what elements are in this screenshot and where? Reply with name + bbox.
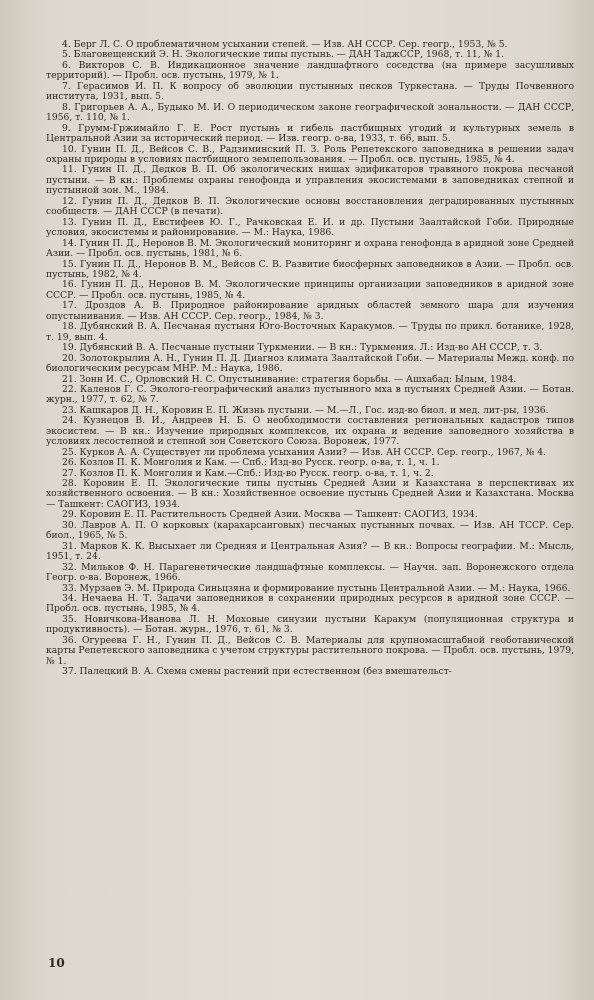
reference-entry: 37. Палецкий В. А. Схема смены растений при естественном (без вмешательст- [62,666,452,678]
reference-entry: 20. Золотокрылин А. Н., Гунин П. Д. Диагноз климата Заалтайской Гоби. — Материалы Межд. конф. по биологическим ресурсам МНР. М.: Наука, 1986. [46,352,574,375]
reference-entry: 13. Гунин П. Д., Евстифеев Ю. Г., Рачковская Е. И. и др. Пустыни Заалтайской Гоби. Природные условия, экосистемы и районирование. — М.: Наука, 1986. [46,216,574,239]
reference-entry: 27. Козлов П. К. Монголия и Кам.—Спб.: Изд-во Русск. геогр. о-ва, т. 1, ч. 2. [62,467,434,479]
reference-entry: 34. Нечаева Н. Т. Задачи заповедников в сохранении природных ресурсов в аридной зоне СССР. — Пробл. осв. пустынь, 1985, № 4. [46,593,574,615]
reference-entry: 18. Дубянский В. А. Песчаная пустыня Юго-Восточных Каракумов. — Труды по прикл. ботанике, 1928, т. 19, вып. 4. [46,321,574,343]
reference-entry: 32. Мильков Ф. Н. Парагенетические ландшафтные комплексы. — Научн. зап. Воронежского отдела Геогр. о-ва. Воронеж, 1966. [46,561,574,584]
reference-entry: 35. Новичкова-Иванова Л. Н. Моховые синузии пустыни Каракум (популяционная структура и продуктивность). — Ботан. журн., 1976, т. 61, № 3. [46,613,574,636]
reference-entry: 21. Зонн И. С., Орловский Н. С. Опустынивание: стратегия борьбы. — Ашхабад: Ылым, 1984. [62,373,517,385]
reference-entry: 16. Гунин П. Д., Неронов В. М. Экологические принципы организации заповедников в аридной зоне СССР. — Пробл. осв. пустынь, 1985, № 4. [46,279,574,301]
reference-entry: 14. Гунин П. Д., Неронов В. М. Экологический мониторинг и охрана генофонда в аридной зоне Средней Азии. — Пробл. осв. пустынь, 1981, № 6. [46,237,574,260]
reference-entry: 23. Кашкаров Д. Н., Коровин Е. П. Жизнь пустыни. — М.—Л., Гос. изд-во биол. и мед. лит-ры, 1936. [62,404,549,416]
reference-entry: 25. Курков А. А. Существует ли проблема усыхания Азии? — Изв. АН СССР. Сер. геогр., 1967, № 4. [62,446,547,458]
reference-entry: 17. Дроздов А. В. Природное районирование аридных областей земного шара для изучения опустынивания. — Изв. АН СССР. Сер. геогр., 1984, № 3. [46,300,574,322]
reference-entry: 5. Благовещенский Э. Н. Экологические типы пустынь. — ДАН ТаджССР, 1968, т. 11, № 1. [62,49,504,61]
page-number: 10 [48,956,65,970]
reference-entry: 36. Огуреева Г. Н., Гунин П. Д., Вейсов С. В. Материалы для крупномасштабной геоботанической карты Репетекского заповедника с учетом структуры растительного покрова. — Пробл. осв. пустынь, 1979, № 1. [46,634,574,667]
reference-entry: 9. Грумм-Гржимайло Г. Е. Рост пустынь и гибель пастбищных угодий и культурных земель в Центральной Азии за исторический период. — Изв. геогр. о-ва, 1933, т. 66, вып. 5. [46,122,574,145]
reference-entry: 6. Викторов С. В. Индикационное значение ландшафтного соседства (на примере засушливых территорий). — Пробл. осв. пустынь, 1979, № 1. [46,59,574,82]
reference-entry: 28. Коровин Е. П. Экологические типы пустынь Средней Азии и Казахстана в перспективах их хозяйственного освоения. — В кн.: Хозяйственное освоение пустынь Средней Азии и Казахстана. Москва — Ташкент: САОГИЗ, 1934. [46,478,574,510]
reference-entry: 4. Берг Л. С. О проблематичном усыхании степей. — Изв. АН СССР. Сер. геогр., 1953, № 5. [62,39,508,50]
reference-entry: 12. Гунин П. Д., Дедков В. П. Экологические основы восстановления деградированных пустынных сообществ. — ДАН СССР (в печати). [46,195,574,218]
reference-entry: 22. Каленов Г. С. Эколого-географический анализ пустынного мха в пустынях Средней Азии. — Ботан. журн., 1977, т. 62, № 7. [46,383,574,406]
reference-entry: 19. Дубянский В. А. Песчаные пустыни Туркмении. — В кн.: Туркмения. Л.: Изд-во АН СССР, т. 3. [62,342,543,354]
reference-entry: 10. Гунин П. Д., Вейсов С. В., Радзиминский П. З. Роль Репетекского заповедника в решении задач охраны природы в условиях пастбищного землепользования. — Пробл. осв. пустынь, 1985, № 4. [46,143,574,165]
reference-list [46,40,574,678]
reference-entry: 29. Коровин Е. П. Растительность Средней Азии. Москва — Ташкент: САОГИЗ, 1934. [62,509,478,521]
reference-entry: 33. Мурзаев Э. М. Природа Синьцзяна и формирование пустынь Центральной Азии. — М.: Наука, 1966. [62,582,571,594]
reference-entry: 26. Козлов П. К. Монголия и Кам. — Спб.: Изд-во Русск. геогр. о-ва, т. 1, ч. 1. [62,457,440,469]
reference-entry: 8. Григорьев А. А., Будыко М. И. О периодическом законе географической зональности. — ДАН СССР, 1956, т. 110, № 1. [46,101,574,124]
reference-entry: 30. Лавров А. П. О корковых (карахарсанговых) песчаных пустынных почвах. — Изв. АН ТССР. Сер. биол., 1965, № 5. [46,519,574,542]
reference-entry: 31. Марков К. К. Высыхает ли Средняя и Центральная Азия? — В кн.: Вопросы географии. М.: Мысль, 1951, т. 24. [46,540,574,563]
reference-entry: 15. Гунин П. Д., Неронов В. М., Вейсов С. В. Развитие биосферных заповедников в Азии. — Пробл. осв. пустынь, 1982, № 4. [46,258,574,280]
reference-entry: 11. Гунин П. Д., Дедков В. П. Об экологических нишах эдификаторов травяного покрова песчаной пустыни. — В кн.: Проблемы охраны генофонда и управления экосистемами в заповедниках степной и пустынной зон. М., 1984. [46,164,574,197]
reference-entry: 24. Кузнецов В. И., Андреев Н. Б. О необходимости составления региональных кадастров типов экосистем. — В кн.: Изучение природных комплексов, их охрана и ведение заповедного хозяйства в условиях лесостепной и степной зон Советского Союза. Воронеж, 1977. [46,415,574,448]
reference-entry: 7. Герасимов И. П. К вопросу об эволюции пустынных песков Туркестана. — Труды Почвенного института, 1931, вып. 5. [46,80,574,103]
